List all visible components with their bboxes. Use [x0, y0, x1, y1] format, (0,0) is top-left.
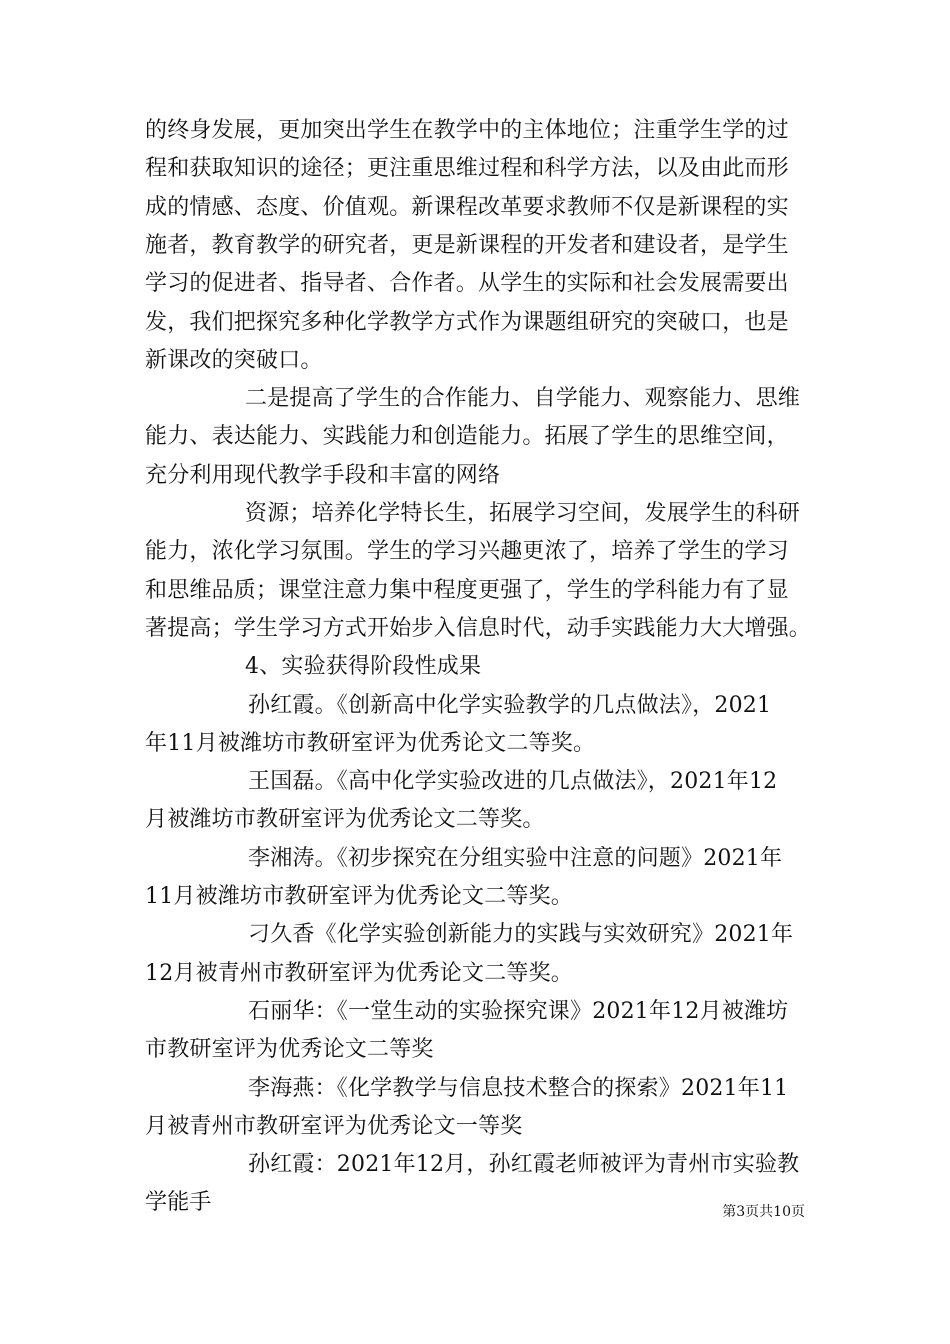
body-line: 施者，教育教学的研究者，更是新课程的开发者和建设者，是学生: [145, 232, 789, 258]
body-line: 充分利用现代教学手段和丰富的网络: [145, 462, 501, 488]
body-line: 著提高；学生学习方式开始步入信息时代，动手实践能力大大增强。: [145, 615, 812, 641]
award-entry-line: 年11月被潍坊市教研室评为优秀论文二等奖。: [145, 730, 596, 756]
body-line: 能力、表达能力、实践能力和创造能力。拓展了学生的思维空间，: [145, 424, 789, 450]
award-entry-line: 12月被青州市教研室评为优秀论文二等奖。: [145, 960, 573, 986]
award-entry-line: 李海燕：《化学教学与信息技术整合的探索》2021年11: [248, 1075, 789, 1101]
body-line: 二是提高了学生的合作能力、自学能力、观察能力、思维: [245, 386, 801, 412]
body-line: 能力，浓化学习氛围。学生的学习兴趣更浓了，培养了学生的学习: [145, 539, 789, 565]
award-entry-line: 李湘涛。《初步探究在分组实验中注意的问题》2021年: [248, 845, 783, 871]
award-entry-line: 11月被潍坊市教研室评为优秀论文二等奖。: [145, 884, 573, 909]
section-heading: 4、实验获得阶段性成果: [245, 654, 482, 680]
award-entry-line: 月被潍坊市教研室评为优秀论文二等奖。: [145, 807, 545, 833]
award-entry-line: 王国磊。《高中化学实验改进的几点做法》，2021年12: [248, 769, 778, 795]
body-line: 成的情感、态度、价值观。新课程改革要求教师不仅是新课程的实: [145, 194, 789, 220]
body-line: 程和获取知识的途径；更注重思维过程和科学方法，以及由此而形: [145, 156, 789, 182]
body-line: 学习的促进者、指导者、合作者。从学生的实际和社会发展需要出: [145, 271, 789, 297]
award-entry-line: 月被青州市教研室评为优秀论文一等奖: [145, 1113, 523, 1139]
body-line: 资源；培养化学特长生，拓展学习空间，发展学生的科研: [245, 501, 801, 526]
body-line: 新课改的突破口。: [145, 347, 323, 373]
body-line: 的终身发展，更加突出学生在教学中的主体地位；注重学生学的过: [145, 118, 789, 143]
body-line: 发，我们把探究多种化学教学方式作为课题组研究的突破口，也是: [145, 309, 789, 335]
award-entry-line: 市教研室评为优秀论文二等奖: [145, 1037, 434, 1063]
award-entry-line: 刁久香《化学实验创新能力的实践与实效研究》2021年: [248, 922, 794, 948]
award-entry-line: 学能手: [145, 1190, 212, 1216]
page-number: 第3页共10页: [722, 1204, 805, 1220]
body-line: 和思维品质；课堂注意力集中程度更强了，学生的学科能力有了显: [145, 577, 789, 603]
award-entry-line: 孙红霞：2021年12月，孙红霞老师被评为青州市实验教: [248, 1152, 800, 1178]
award-entry-line: 孙红霞。《创新高中化学实验教学的几点做法》，2021: [248, 692, 772, 718]
award-entry-line: 石丽华：《一堂生动的实验探究课》2021年12月被潍坊: [248, 998, 789, 1024]
